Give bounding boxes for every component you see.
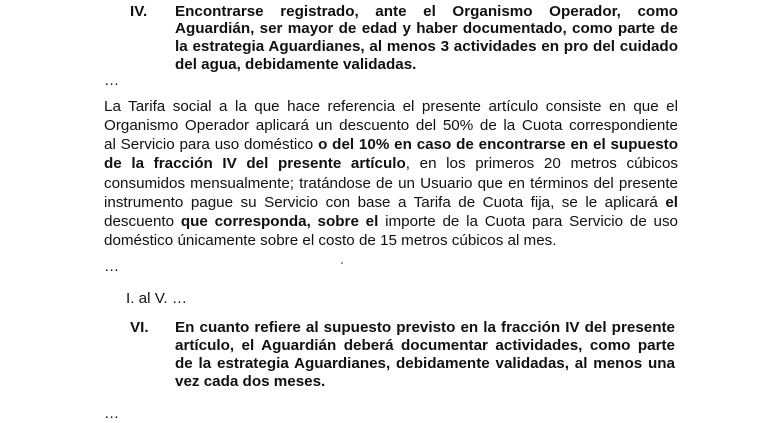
paragraph-line-6: [104, 193, 678, 212]
paragraph-line-3-b: o del 10% en caso de encontrarse en el supuesto: [318, 136, 678, 153]
section-iv-line-3: la estrategia Aguardianes, al menos 3 actividades en pro del cuidado: [175, 38, 678, 55]
paragraph-line-3: [104, 135, 678, 154]
range-text: I. al V. …: [126, 290, 188, 307]
paragraph-line-7: [104, 212, 678, 231]
paragraph-line-5: consumidos mensualmente; tratándose de un Usuario que en términos del presente: [104, 175, 678, 192]
paragraph-line-7-a: descuento: [104, 213, 181, 230]
paragraph-line-7-b: que corresponda: [180, 213, 307, 230]
section-vi-line-1: En cuanto refiere al supuesto previsto en la fracción IV del presente: [175, 319, 675, 336]
paragraph-line-6-b: el: [665, 194, 678, 211]
scan-speck: [341, 262, 343, 264]
ellipsis-3: …: [104, 405, 120, 422]
section-vi-line-3: de la estrategia Aguardianes, debidamente validadas, al menos una: [175, 355, 675, 372]
paragraph-line-4-a: de la fracción IV del presente artículo: [104, 155, 406, 172]
paragraph-line-7-d: importe de la Cuota para Servicio de uso: [378, 213, 679, 230]
paragraph-line-4: [104, 154, 678, 173]
paragraph-line-6-a: instrumento pague su Servicio con base a Tarifa de Cuota fija, se le aplicará: [104, 194, 666, 211]
section-iv-numeral: IV.: [130, 3, 148, 20]
section-vi-line-2: artículo, el Aguardián deberá documentar actividades, como parte: [175, 337, 675, 354]
section-vi-numeral: VI.: [130, 319, 149, 336]
ellipsis-1: …: [104, 72, 120, 89]
paragraph-line-4-b: , en los primeros 20 metros cúbicos: [405, 155, 678, 172]
ellipsis-2: …: [104, 258, 120, 275]
section-iv-line-2: Aguardián, ser mayor de edad y haber documentado, como parte de: [175, 20, 678, 37]
section-iv-line-1: Encontrarse registrado, ante el Organismo Operador, como: [175, 3, 678, 20]
section-vi-line-4: vez cada dos meses.: [175, 373, 326, 390]
section-iv-line-4: del agua, debidamente validadas.: [175, 56, 417, 73]
paragraph-line-8: doméstico únicamente sobre el costo de 15 metros cúbicos al mes.: [104, 232, 557, 249]
paragraph-line-1: La Tarifa social a la que hace referencia el presente artículo consiste en que el: [104, 98, 678, 115]
paragraph-line-7-c: , sobre el: [306, 213, 379, 230]
paragraph-line-2: Organismo Operador aplicará un descuento del 50% de la Cuota correspondiente: [104, 117, 678, 134]
paragraph-line-3-a: al Servicio para uso doméstico: [104, 136, 319, 153]
